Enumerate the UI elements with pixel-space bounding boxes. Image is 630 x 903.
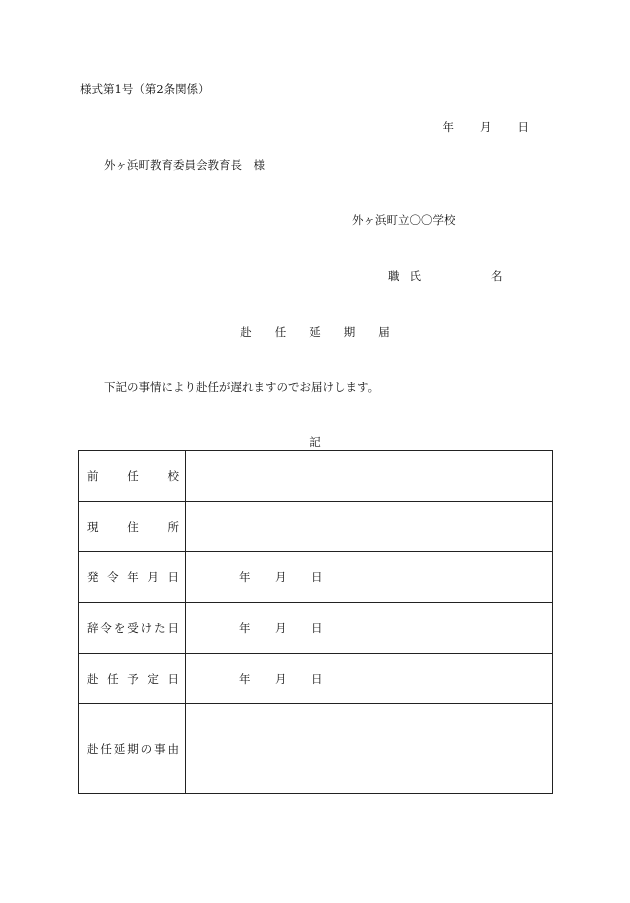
day-label: 日 xyxy=(311,671,323,686)
position-name-line xyxy=(388,268,503,284)
row-label-delay-reason: 赴任延期の事由 xyxy=(79,704,186,794)
date-year-label: 年 xyxy=(442,120,454,134)
year-label: 年 xyxy=(239,621,251,635)
row-label-appointment-date: 発令年月日 xyxy=(79,552,186,603)
row-label-appointment-received: 辞令を受けた日 xyxy=(79,603,186,654)
form-number: 様式第1号（第2条関係） xyxy=(80,82,210,96)
row-value-appointment-received[interactable] xyxy=(186,603,553,654)
year-label: 年 xyxy=(239,570,251,584)
row-value-previous-school[interactable] xyxy=(186,451,553,502)
month-label: 月 xyxy=(275,621,287,635)
table-row xyxy=(79,603,553,654)
day-label: 日 xyxy=(311,621,323,635)
row-value-current-address[interactable] xyxy=(186,502,553,552)
table-row xyxy=(79,552,553,603)
table-row xyxy=(79,654,553,704)
row-label-previous-school: 前任校 xyxy=(79,451,186,502)
year-label: 年 xyxy=(239,671,251,686)
ki-heading: 記 xyxy=(309,435,321,449)
addressee: 外ヶ浜町教育委員会教育長 様 xyxy=(104,158,265,172)
position-label: 職 xyxy=(388,269,400,283)
sender-school: 外ヶ浜町立〇〇学校 xyxy=(352,213,456,227)
document-title: 赴 任 延 期 届 xyxy=(240,325,390,339)
month-label: 月 xyxy=(275,570,287,584)
submission-date xyxy=(443,119,530,135)
day-label: 日 xyxy=(311,570,323,584)
date-day-label: 日 xyxy=(517,120,529,134)
row-value-appointment-date[interactable] xyxy=(186,552,553,603)
table-row xyxy=(79,704,553,794)
month-label: 月 xyxy=(275,671,287,686)
row-value-delay-reason[interactable] xyxy=(186,704,553,794)
record-table xyxy=(78,450,553,794)
row-label-current-address: 現住所 xyxy=(79,502,186,552)
row-label-scheduled-date: 赴任予定日 xyxy=(79,654,186,704)
name-label-2: 名 xyxy=(491,269,503,283)
row-value-scheduled-date[interactable] xyxy=(186,654,553,704)
date-month-label: 月 xyxy=(480,120,492,134)
name-label-1: 氏 xyxy=(409,269,421,283)
table-row xyxy=(79,502,553,552)
intro-text: 下記の事情により赴任が遅れますのでお届けします。 xyxy=(104,380,380,394)
table-row xyxy=(79,451,553,502)
